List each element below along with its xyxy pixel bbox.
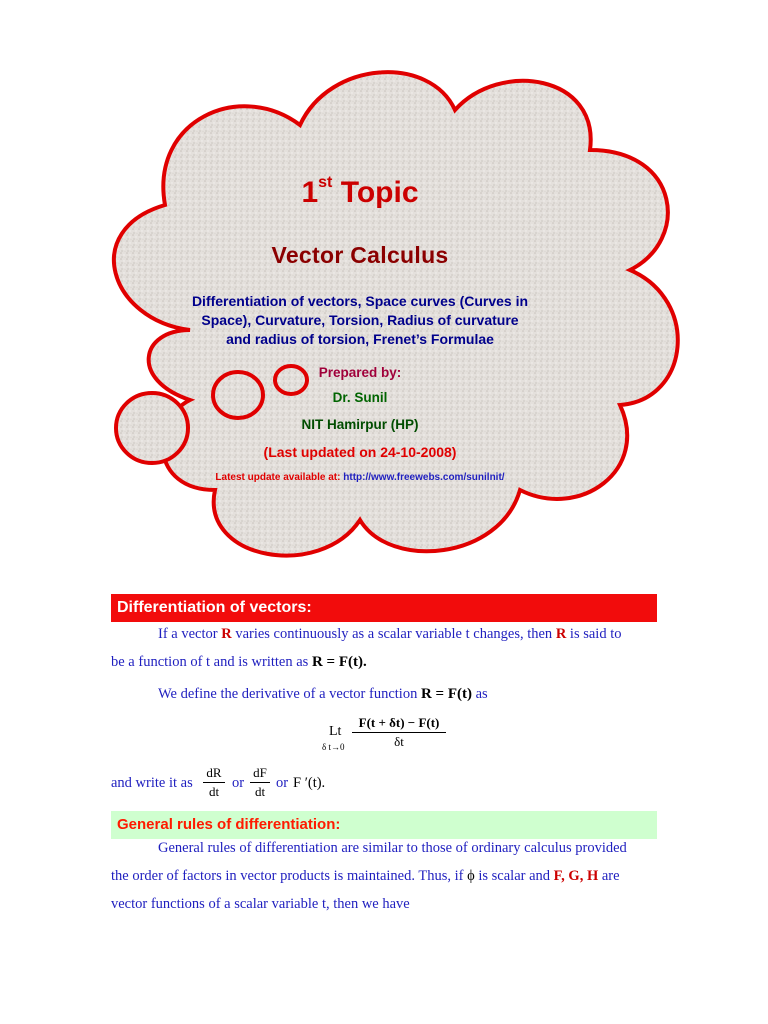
paragraph-3-intro: and write it as <box>111 775 193 791</box>
paragraph-4-line-1: General rules of differentiation are similar to those of ordinary calculus provided <box>158 840 627 856</box>
section-heading-general-rules: General rules of differentiation: <box>111 811 657 839</box>
equation-R-equals-F: R = F(t). <box>311 654 367 670</box>
subject-title: Vector Calculus <box>271 242 449 268</box>
author-name: Dr. Sunil <box>332 390 388 405</box>
paragraph-4-line-2: the order of factors in vector products is maintained. Thus, if ϕ is scalar and F, G, H are <box>111 868 620 884</box>
last-updated: (Last updated on 24-10-2008) <box>263 444 457 460</box>
paragraph-4-line-3: vector functions of a scalar variable t, then we have <box>111 896 410 912</box>
document-page: 1st Topic Vector Calculus Differentiation of vectors, Space curves (Curves in Space), Curvature, Torsion, Radius of curvature and radius of torsion, Frenet’s Formulae Prepared by: Dr. Sunil NIT Hamirpur (HP) (Last updated on 24-10-2008) Latest update available at: http://www.freewebs.com/sunilnit/ Differentiation of vectors: If a vector R varies continuously as a scalar variable t changes, then R is said to be a function of t and is written as R = F(t). We define the derivative of a vector function R = F(t) as Lt δ t→0 F(t + δt) − F(t) δt and write it as dR dt or dF dt or F ′(t). General rules of differentiation: General rules of differentiation are similar to those of ordinary calculus provided the order of factors in vector products is maintained. Thus, if ϕ is scalar and F, G, H are vector functions of a scalar variable t, then we have <box>0 0 768 1024</box>
latest-update-note: Latest update available at: http://www.freewebs.com/sunilnit/ <box>215 472 505 483</box>
dF-dt-fraction: dF dt <box>250 765 270 800</box>
paragraph-1-line-2: be a function of t and is written as R = F(t). <box>111 654 367 670</box>
institute-name: NIT Hamirpur (HP) <box>301 417 419 432</box>
dR-dt-fraction: dR dt <box>203 765 225 800</box>
topic-description: Differentiation of vectors, Space curves (Curves in Space), Curvature, Torsion, Radius of curvature and radius of torsion, Frenet’s Formulae <box>191 293 529 347</box>
website-link[interactable]: http://www.freewebs.com/sunilnit/ <box>343 472 505 483</box>
prepared-by-label: Prepared by: <box>318 365 402 380</box>
paragraph-2: We define the derivative of a vector function R = F(t) as <box>158 686 488 702</box>
limit-fraction: F(t + δt) − F(t) δt <box>352 715 446 750</box>
section-heading-differentiation: Differentiation of vectors: <box>111 594 657 622</box>
topic-heading: 1st Topic <box>301 174 419 209</box>
f-prime-t: F ′(t). <box>293 775 326 791</box>
paragraph-1-line-1: If a vector R varies continuously as a scalar variable t changes, then R is said to <box>158 626 622 642</box>
